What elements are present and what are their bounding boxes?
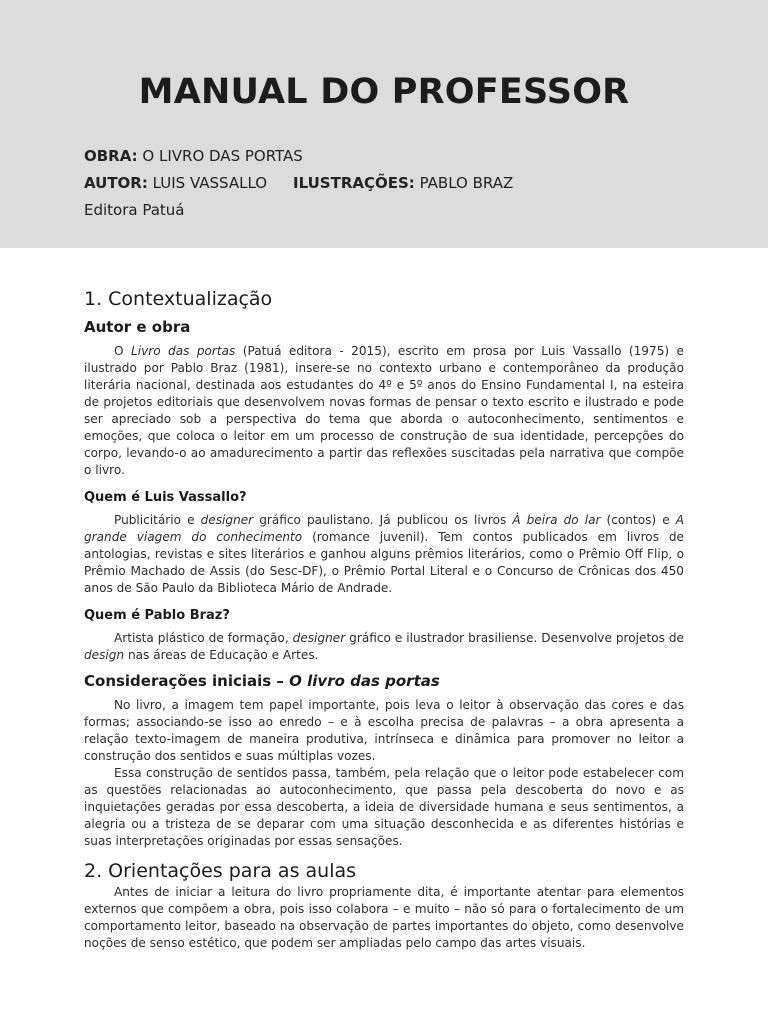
italic-run: designer	[292, 631, 346, 645]
text-run: Publicitário e	[114, 513, 201, 527]
orientacoes-paragraph: Antes de iniciar a leitura do livro propriamente dita, é importante atentar para elementos externos que compõem a obra, pois isso colabora – e muito – não só para o fortalecimento de um comportamento leitor, baseado na observação de partes importantes do objeto, como desenvolve noções de senso estético, que podem ser ampliadas pelo campo das artes visuais.	[84, 885, 684, 950]
quem-vassallo-paragraph	[84, 512, 684, 597]
text-run: (Patuá editora - 2015), escrito em prosa por Luis Vassallo (1975) e ilustrado por Pablo Braz (1981), insere-se no contexto urbano e contemporâneo da produção literária nacional, destinada aos estudantes do 4º e 5º anos do Ensino Fundamental I, na esteira de projetos editoriais que desenvolvem novas formas de pensar o texto escrito e ilustrado e pode ser apreciado sob a perspectiva do tema que aborda o autoconhecimento, sentimentos e emoções, que coloca o leitor em um processo de construção de sua identidade, percepções do corpo, levando-o ao amadurecimento a partir das reflexões suscitadas pela narrativa que compõe o livro.	[84, 344, 684, 477]
section-2-heading: 2. Orientações para as aulas	[84, 860, 357, 882]
document-body	[84, 288, 684, 952]
text-run: gráfico e ilustrador brasiliense. Desenvolve projetos de	[345, 631, 684, 645]
obra-label: OBRA:	[84, 147, 138, 165]
consideracoes-heading	[84, 672, 684, 690]
autor-label: AUTOR:	[84, 174, 148, 192]
italic-run: O livro das portas	[289, 672, 440, 690]
ilustracoes-value: PABLO BRAZ	[419, 174, 514, 192]
text-run: (contos) e	[600, 513, 676, 527]
section-1-heading: 1. Contextualização	[84, 288, 273, 310]
text-run: gráfico paulistano. Já publicou os livros	[253, 513, 513, 527]
header-band	[0, 0, 768, 248]
autor-obra-paragraph	[84, 343, 684, 479]
italic-run: designer	[200, 513, 254, 527]
text-run: nas áreas de Educação e Artes.	[124, 648, 319, 662]
ilustracoes-label: ILUSTRAÇÕES:	[293, 174, 415, 192]
book-title-italic: Livro das portas	[130, 344, 236, 358]
quem-braz-heading: Quem é Pablo Braz?	[84, 608, 230, 623]
text-run: Considerações iniciais –	[84, 672, 290, 690]
page-title: MANUAL DO PROFESSOR	[138, 72, 630, 112]
italic-run: À beira do lar	[512, 513, 601, 527]
text-run: O	[114, 344, 131, 358]
ilustracoes-line	[293, 174, 513, 192]
quem-vassallo-heading: Quem é Luis Vassallo?	[84, 490, 247, 505]
consideracoes-paragraph-2: Essa construção de sentidos passa, também, pela relação que o leitor pode estabelecer com as questões relacionadas ao autoconhecimento, que passa pela descoberta do novo e as inquietações geradas por essa descoberta, a ideia de diversidade humana e seus sentimentos, a alegria ou a tristeza de se deparar com uma situação desconhecida e as diferentes histórias e suas interpretações originadas por essas sensações.	[84, 766, 684, 848]
autor-obra-heading: Autor e obra	[84, 318, 191, 336]
autor-line	[84, 174, 267, 192]
italic-run: design	[84, 648, 125, 662]
consideracoes-paragraph-1: No livro, a imagem tem papel importante, pois leva o leitor à observação das cores e das formas; associando-se isso ao enredo – e à escolha precisa de palavras – a obra apresenta a relação texto-imagem de maneira produtiva, intrínseca e dinâmica para promover no leitor a construção dos sentidos e suas múltiplas vozes.	[84, 698, 684, 763]
obra-value: O LIVRO DAS PORTAS	[142, 147, 303, 165]
editora-line: Editora Patuá	[84, 201, 185, 219]
text-run: (romance juvenil). Tem contos publicados em livros de antologias, revistas e sites literários e ganhou alguns prêmios literários, como o Prêmio Off Flip, o Prêmio Machado de Assis (do Sesc-DF), o Prêmio Portal Literal e o Concurso de Crônicas dos 450 anos de São Paulo da Biblioteca Mário de Andrade.	[84, 530, 684, 595]
quem-braz-paragraph	[84, 630, 684, 664]
autor-value: LUIS VASSALLO	[152, 174, 268, 192]
italic-run: A grande viagem do conhecimento	[84, 513, 684, 544]
obra-line	[84, 147, 303, 165]
text-run: Artista plástico de formação,	[114, 631, 293, 645]
